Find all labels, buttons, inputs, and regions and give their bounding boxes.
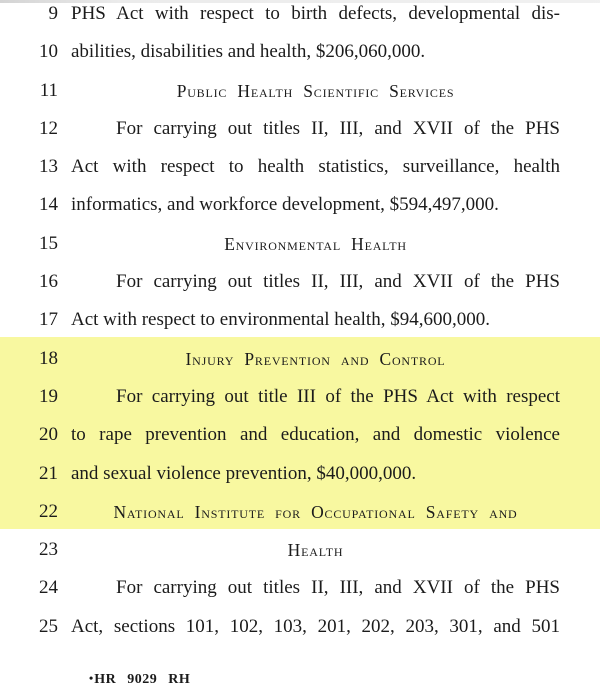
document-line-12 [0,110,600,148]
line-number: 18 [39,347,58,369]
line-text: For carrying out title III of the PHS Act with respect [116,385,560,407]
document-line-15 [0,225,600,263]
line-text: For carrying out titles II, III, and XVII of the PHS [116,117,560,139]
document-line-18-highlighted [0,340,600,378]
line-text: Act, sections 101, 102, 103, 201, 202, 203, 301, and 501 [71,615,560,637]
section-heading: Environmental Health [224,233,407,254]
document-line-22-highlighted [0,493,600,531]
document-line-10 [0,33,600,71]
line-number: 14 [39,194,58,216]
footer-bill-number: HR 9029 RH [94,672,191,687]
document-line-25 [0,608,600,646]
document-line-17 [0,301,600,339]
line-number: 12 [39,117,58,139]
line-number: 15 [39,232,58,254]
document-line-23 [0,531,600,569]
document-line-11 [0,72,600,110]
line-number: 13 [39,156,58,178]
document-line-9 [0,0,600,33]
line-number: 23 [39,539,58,561]
line-number: 19 [39,385,58,407]
document-line-13 [0,148,600,186]
line-number: 17 [39,309,58,331]
line-text: PHS Act with respect to birth defects, developmental dis- [71,3,560,24]
line-number: 24 [39,577,58,599]
document-line-20-highlighted [0,416,600,454]
document-line-24 [0,569,600,607]
line-text: Act with respect to health statistics, surveillance, health [71,156,560,178]
line-number: 11 [39,79,58,101]
section-heading: Health [287,540,344,561]
line-text: For carrying out titles II, III, and XVII of the PHS [116,577,560,599]
document-line-16 [0,263,600,301]
line-number: 10 [39,41,58,63]
line-number: 16 [39,271,58,293]
line-text: informatics, and workforce development, $594,497,000. [71,194,499,216]
line-number: 21 [39,462,58,484]
line-text: abilities, disabilities and health, $206,060,000. [71,41,426,63]
line-number: 9 [48,3,58,24]
line-number: 20 [39,424,58,446]
line-number: 22 [39,500,58,522]
line-text: and sexual violence prevention, $40,000,000. [71,462,417,484]
line-text: Act with respect to environmental health, $94,600,000. [71,309,490,331]
section-heading: Public Health Scientific Services [176,80,455,101]
section-heading: National Institute for Occupational Safety and [113,501,518,522]
document-line-19-highlighted [0,378,600,416]
line-text: to rape prevention and education, and domestic violence [71,424,560,446]
footer-bullet-icon: • [89,671,94,685]
document-line-14 [0,186,600,224]
line-text: For carrying out titles II, III, and XVII of the PHS [116,271,560,293]
line-number: 25 [39,615,58,637]
document-line-21-highlighted [0,455,600,493]
bill-footer [89,671,190,688]
section-heading: Injury Prevention and Control [185,348,446,369]
